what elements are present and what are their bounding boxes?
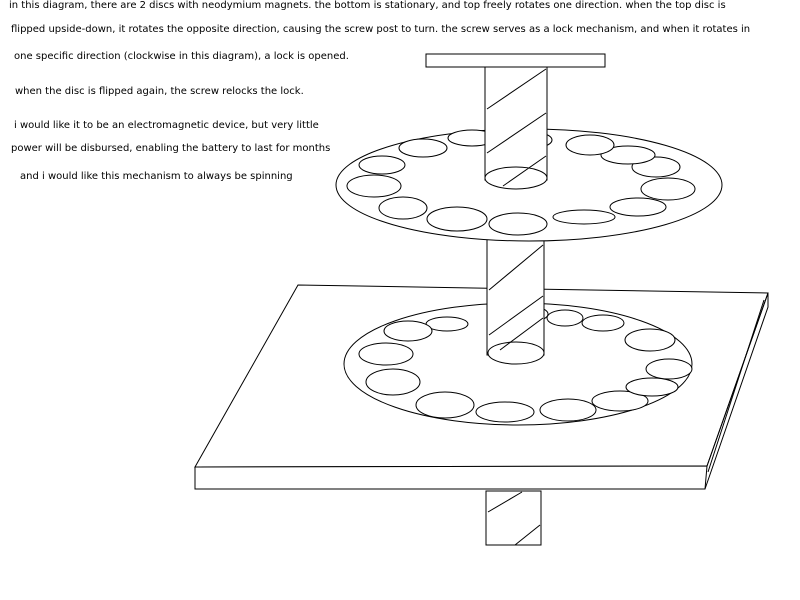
top-magnet-4 [379, 197, 427, 219]
bottom-magnet-12 [582, 315, 624, 331]
top-magnet-7 [553, 210, 615, 224]
bottom-magnet-5 [416, 392, 474, 418]
top-magnet-2 [359, 156, 405, 174]
note-line-1: in this diagram, there are 2 discs with neodymium magnets. the bottom is stationary, and top freely rotates one direction. when the top disc is [9, 0, 726, 11]
bottom-magnet-9 [626, 378, 678, 396]
top-magnet-6 [489, 213, 547, 235]
bottom-magnet-11 [625, 329, 675, 351]
top-magnet-1 [399, 139, 447, 157]
lower-screw-post [487, 237, 544, 364]
top-magnet-5 [427, 207, 487, 231]
note-line-4: when the disc is flipped again, the screw relocks the lock. [15, 86, 304, 97]
bottom-magnet-1 [426, 317, 468, 331]
bottom-magnet-6 [476, 402, 534, 422]
top-cap [426, 54, 605, 67]
note-line-3: one specific direction (clockwise in this diagram), a lock is opened. [14, 51, 349, 62]
note-line-7: and i would like this mechanism to always be spinning [20, 171, 293, 182]
bottom-magnet-10 [646, 359, 692, 379]
bottom-magnet-13 [547, 310, 583, 326]
note-line-2: flipped upside-down, it rotates the opposite direction, causing the screw post to turn. the screw serves as a lock mechanism, and when it rotates in [11, 24, 751, 35]
note-line-6: power will be disbursed, enabling the battery to last for months [11, 143, 331, 154]
top-magnet-12 [566, 135, 614, 155]
bottom-magnet-2 [384, 321, 432, 341]
bottom-magnet-4 [366, 369, 420, 395]
lower-shaft [486, 491, 541, 545]
top-magnet-8 [610, 198, 666, 216]
top-magnet-3 [347, 175, 401, 197]
upper-screw-post [485, 67, 547, 189]
top-magnet-9 [641, 178, 695, 200]
bottom-magnet-7 [540, 399, 596, 421]
note-line-5: i would like it to be an electromagnetic device, but very little [14, 120, 319, 131]
bottom-magnet-3 [359, 343, 413, 365]
